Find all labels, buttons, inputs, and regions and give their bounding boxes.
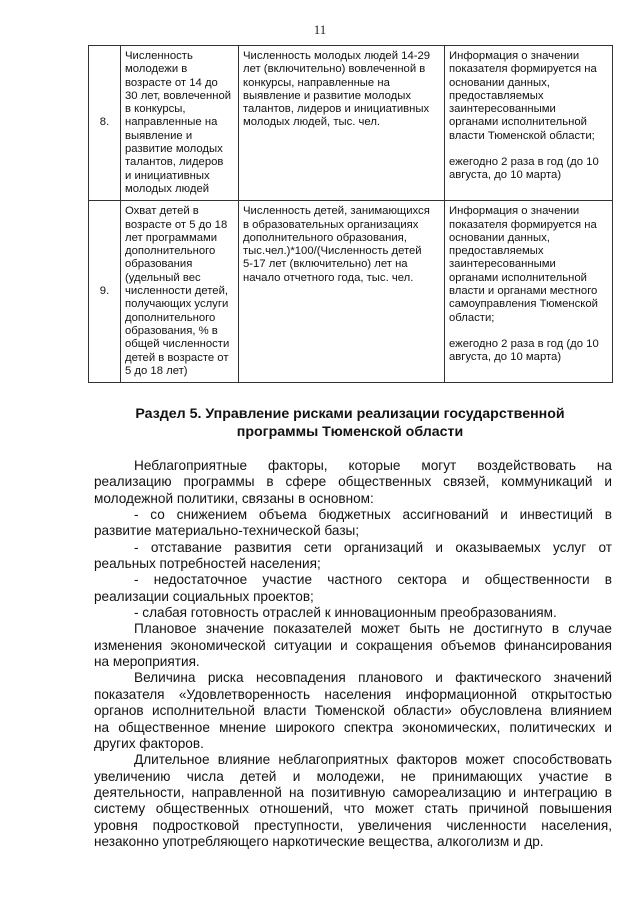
calculation-method-line: начало отчетного года, тыс. чел. <box>243 271 414 284</box>
paragraph <box>94 605 612 621</box>
paragraph <box>94 752 612 850</box>
paragraph-line: органов исполнительной власти Тюменской области» обусловлена влиянием <box>94 703 612 719</box>
paragraph-line: систему общественных отношений, что может стать причиной повышения <box>94 801 612 817</box>
calculation-method-cell <box>239 201 445 383</box>
paragraph-line: деятельности, направленной на позитивную самореализацию и интеграцию в <box>94 784 612 800</box>
data-source-cell <box>445 46 613 201</box>
paragraph-line: изменения экономической ситуации и сокращения объемов финансирования <box>94 637 612 653</box>
data-source-line: заинтересованными <box>449 103 556 116</box>
row-number: 8. <box>89 46 121 201</box>
paragraph-line: реализации социальных проектов; <box>94 588 314 604</box>
paragraph-line: на мероприятия. <box>94 654 200 670</box>
page-number: 11 <box>313 22 327 37</box>
paragraph-line: на общественное мнение широкого спектра экономических, политических и <box>94 719 612 735</box>
paragraph-line: - отставание развития сети организаций и оказываемых услуг от <box>134 539 612 555</box>
section-title-line: программы Тюменской области <box>236 424 464 440</box>
data-source-cell <box>445 201 613 383</box>
spacer <box>449 325 609 338</box>
paragraph <box>94 458 612 507</box>
calculation-method-line: выявление и развитие молодых <box>243 89 412 102</box>
data-source-line: основании данных, <box>449 231 550 244</box>
paragraph-line: - недостаточное участие частного сектора и общественности в <box>134 572 612 588</box>
reporting-period-line: ежегодно 2 раза в год (до 10 <box>449 156 599 169</box>
indicator-name-line: (удельный вес <box>125 271 201 284</box>
paragraph <box>94 540 612 573</box>
paragraph-line: увеличению числа детей и молодежи, не принимающих участие в <box>94 768 612 784</box>
paragraph-line: развитие материально-технической базы; <box>94 523 360 539</box>
data-source-line: области; <box>449 311 495 324</box>
paragraph-line: - со снижением объема бюджетных ассигнований и инвестиций в <box>134 507 612 523</box>
indicator-name-line: общей численности <box>125 338 230 351</box>
paragraph-line: молодежной политики, связаны в основном: <box>94 490 374 506</box>
reporting-period-line: августа, до 10 марта) <box>449 169 562 182</box>
indicator-name-line: молодежи в <box>125 63 188 76</box>
data-source-line: органами исполнительной <box>449 116 587 129</box>
indicator-name-cell <box>121 201 239 383</box>
indicator-name-line: выявление и <box>125 129 193 142</box>
indicator-name-cell <box>121 46 239 201</box>
calculation-method-line: дополнительного образования, <box>243 231 407 244</box>
calculation-method-line: Численность детей, занимающихся <box>243 205 430 218</box>
row-number: 9. <box>89 201 121 383</box>
paragraph-line: Плановое значение показателей может быть не достигнуто в случае <box>134 621 612 637</box>
paragraph-line: Величина риска несовпадения планового и фактического значений <box>134 670 612 686</box>
paragraph-line: - слабая готовность отраслей к инновационным преобразованиям. <box>134 605 557 621</box>
calculation-method-line: конкурсы, направленные на <box>243 76 390 89</box>
calculation-method-line: тыс.чел.)*100/(Численность детей <box>243 245 422 258</box>
data-source-line: Информация о значении <box>449 50 580 62</box>
indicator-name-line: дополнительного <box>125 311 216 324</box>
section-title-line: Раздел 5. Управление рисками реализации государственной <box>135 406 565 422</box>
table-row <box>89 46 613 201</box>
paragraph-line: реальных потребностей населения; <box>94 556 321 572</box>
data-source-line: Информация о значении <box>449 205 580 218</box>
indicator-name-line: численности детей, <box>125 285 229 298</box>
paragraph-line: показателя «Удовлетворенность населения информационной открытостью <box>94 686 612 702</box>
data-source-line: предоставляемых <box>449 89 544 102</box>
calculation-method-line: в образовательных организациях <box>243 218 419 231</box>
data-source-line: заинтересованными <box>449 258 556 271</box>
indicator-name-line: детей в возрасте от <box>125 351 229 364</box>
section-title <box>88 405 612 441</box>
paragraph <box>94 572 612 605</box>
data-source-line: показателя формируется на <box>449 63 597 76</box>
calculation-method-cell <box>239 46 445 201</box>
paragraph-line: Длительное влияние неблагоприятных факторов может способствовать <box>134 752 612 768</box>
indicator-name-line: возрасте от 5 до 18 <box>125 218 228 231</box>
paragraph <box>94 670 612 752</box>
calculation-method-line: молодых людей, тыс. чел. <box>243 116 381 129</box>
body-text <box>94 458 612 850</box>
spacer <box>449 143 609 156</box>
reporting-period-line: августа, до 10 марта) <box>449 351 562 364</box>
reporting-period-line: ежегодно 2 раза в год (до 10 <box>449 337 599 350</box>
indicator-name-line: в конкурсы, <box>125 103 186 116</box>
paragraph <box>94 621 612 670</box>
calculation-method-line: лет (включительно) вовлеченной в <box>243 63 426 76</box>
calculation-method-line: талантов, лидеров и инициативных <box>243 103 430 116</box>
indicator-name-line: молодых людей <box>125 182 210 195</box>
indicator-name-line: образования, % в <box>125 324 218 337</box>
paragraph-line: реализацию программы в сфере общественных связей, коммуникаций и <box>94 474 612 490</box>
table-row <box>89 201 613 383</box>
calculation-method-line: Численность молодых людей 14-29 <box>243 50 431 62</box>
indicator-name-line: получающих услуги <box>125 298 229 311</box>
indicator-name-line: направленные на <box>125 116 218 129</box>
indicator-name-line: талантов, лидеров <box>125 156 224 169</box>
data-source-line: основании данных, <box>449 76 550 89</box>
data-source-line: власти и органами местного <box>449 285 598 298</box>
indicator-name-line: развитие молодых <box>125 143 223 156</box>
data-source-line: показателя формируется на <box>449 218 597 231</box>
data-source-line: самоуправления Тюменской <box>449 298 598 311</box>
indicator-name-line: Охват детей в <box>125 205 199 218</box>
indicator-name-line: 5 до 18 лет) <box>125 364 188 377</box>
indicator-name-line: 30 лет, вовлеченной <box>125 89 232 102</box>
data-source-line: органами исполнительной <box>449 271 587 284</box>
paragraph <box>94 507 612 540</box>
indicator-name-line: и инициативных <box>125 169 210 182</box>
indicator-name-line: лет программами <box>125 231 218 244</box>
paragraph-line: Неблагоприятные факторы, которые могут воздействовать на <box>134 458 612 473</box>
calculation-method-line: 5-17 лет (включительно) лет на <box>243 258 408 271</box>
indicator-name-line: Численность <box>125 50 193 62</box>
paragraph-line: уровня подростковой преступности, увеличения численности населения, <box>94 817 612 833</box>
data-source-line: предоставляемых <box>449 245 544 258</box>
indicators-table <box>88 45 613 383</box>
data-source-line: власти Тюменской области; <box>449 129 595 142</box>
indicator-name-line: образования <box>125 258 193 271</box>
paragraph-line: незаконно употребляющего наркотические вещества, алкоголизм и др. <box>94 833 544 849</box>
paragraph-line: других факторов. <box>94 735 204 751</box>
indicator-name-line: дополнительного <box>125 245 216 258</box>
indicator-name-line: возрасте от 14 до <box>125 76 218 89</box>
